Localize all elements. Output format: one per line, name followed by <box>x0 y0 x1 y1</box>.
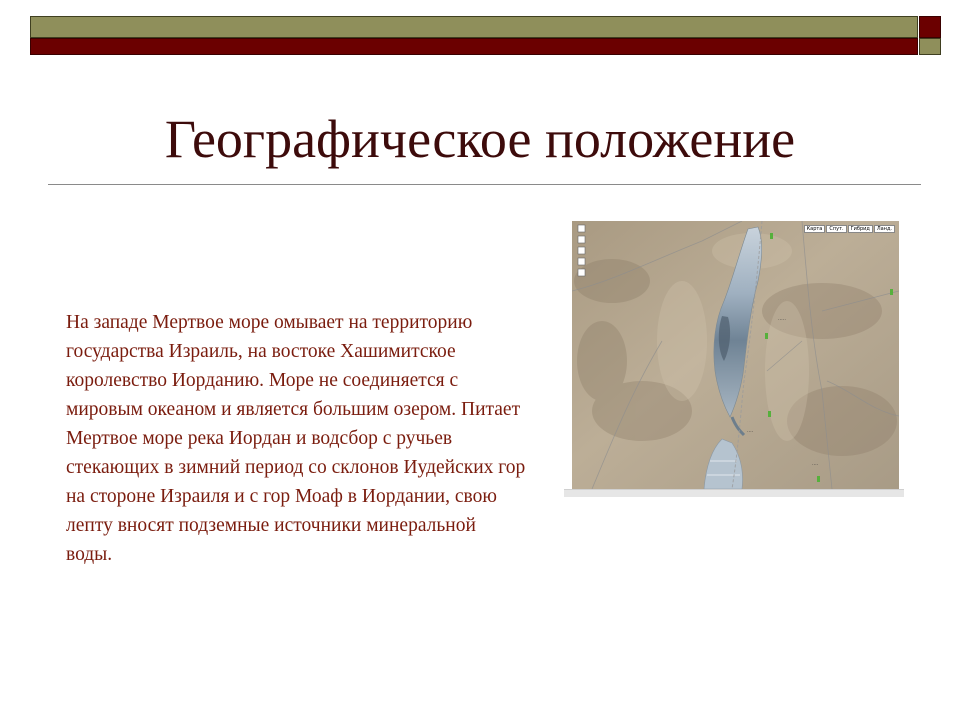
dead-sea-satellite-view <box>572 221 899 489</box>
map-type-button-terrain[interactable]: Ланд. <box>874 225 895 233</box>
header-red-band <box>30 38 918 55</box>
header-corner-red-square <box>919 16 941 38</box>
svg-text:····: ···· <box>812 462 819 468</box>
map-bottom-border <box>564 489 904 497</box>
header-olive-band <box>30 16 918 38</box>
slide-body-text: На западе Мертвое море омывает на территорию государства Израиль, на востоке Хашимитское королевство Иорданию. Море не соединяется с мировым океаном и является большим озером. Питает Мертвое море река Иордан и водсбор с ручьев стекающих в зимний период со склонов Иудейских гор на стороне Израиля и с гор Моаф в Иордании, свою лепту вносят подземные источники минеральной воды. <box>66 312 526 565</box>
header-corner-olive-square <box>919 38 941 55</box>
map-type-button-map[interactable]: Карта <box>804 225 826 233</box>
svg-text:····: ···· <box>747 429 754 435</box>
title-divider <box>48 184 921 185</box>
map-type-button-satellite[interactable]: Спут. <box>826 225 846 233</box>
map-type-buttons <box>804 225 895 233</box>
header-decoration <box>0 0 960 60</box>
satellite-map-image <box>572 221 899 489</box>
map-type-button-hybrid[interactable]: Гибрид <box>848 225 873 233</box>
svg-text:·····: ····· <box>778 317 786 323</box>
slide-title: Географическое положение <box>164 109 796 169</box>
